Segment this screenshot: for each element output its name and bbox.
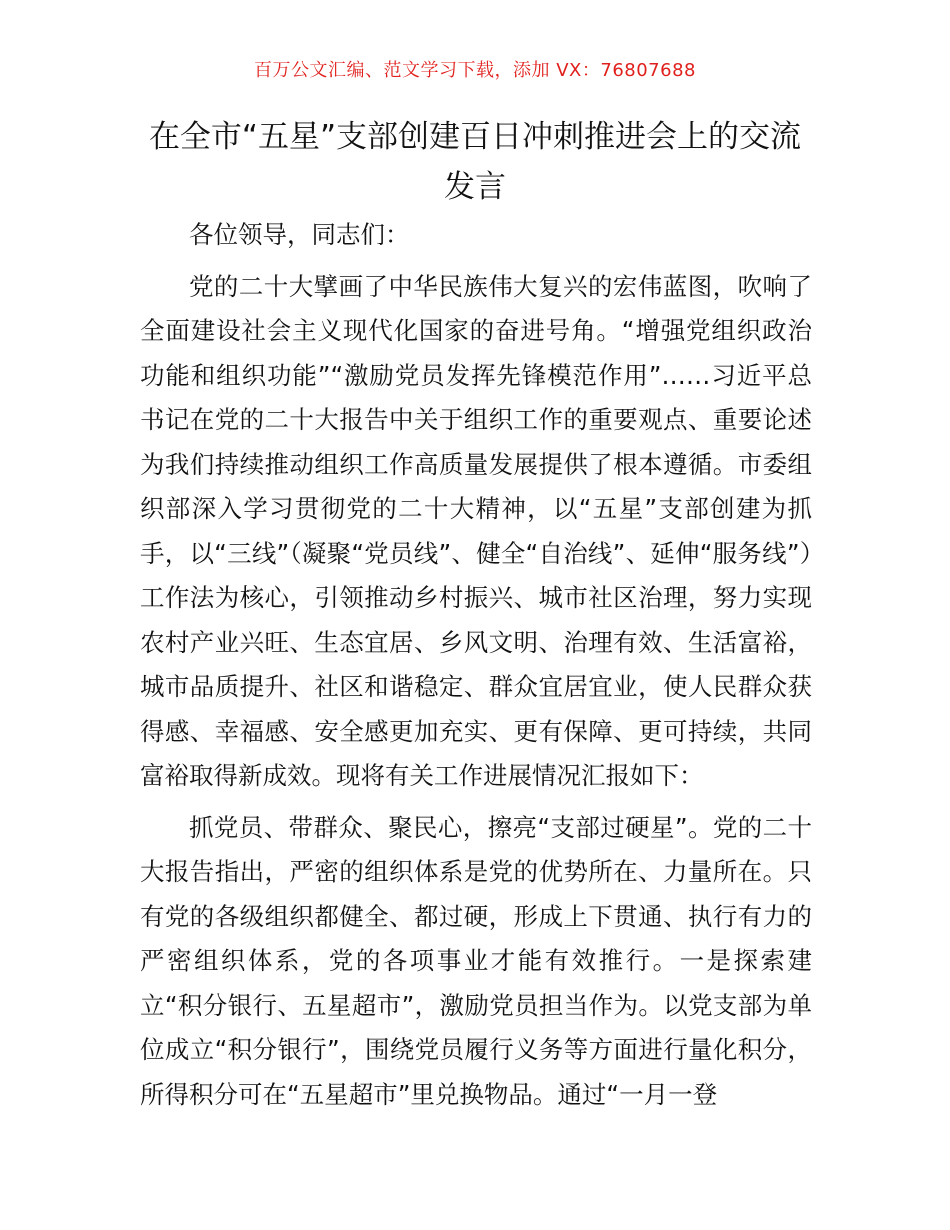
watermark-header: 百万公文汇编、范文学习下载，添加 VX：76807688 [254,60,696,81]
body-paragraph: 抓党员、带群众、聚民心，擦亮“支部过硬星”。党的二十大报告指出，严密的组织体系是党的优势所在、力量所在。只有党的各级组织都健全、都过硬，形成上下贯通、执行有力的严密组织体系，党的各项事业才能有效推行。一是探索建立“积分银行、五星超市”，激励党员担当作为。以党支部为单位成立“积分银行”，围绕党员履行义务等方面进行量化积分，所得积分可在“五星超市”里兑换物品。通过“一月一登 [140,812,812,1109]
body-paragraph: 党的二十大擘画了中华民族伟大复兴的宏伟蓝图，吹响了全面建设社会主义现代化国家的奋进号角。“增强党组织政治功能和组织功能”“激励党员发挥先锋模范作用”……习近平总书记在党的二十大报告中关于组织工作的重要观点、重要论述为我们持续推动组织工作高质量发展提供了根本遵循。市委组织部深入学习贯彻党的二十大精神，以“五星”支部创建为抓手，以“三线”（凝聚“党员线”、健全“自治线”、延伸“服务线”）工作法为核心，引领推动乡村振兴、城市社区治理，努力实现农村产业兴旺、生态宜居、乡风文明、治理有效、生活富裕，城市品质提升、社区和谐稳定、群众宜居宜业，使人民群众获得感、幸福感、安全感更加充实、更有保障、更可持续，共同富裕取得新成效。现将有关工作进展情况汇报如下： [140,271,812,790]
document-body [140,213,812,1124]
document-title: 在全市“五星”支部创建百日冲刺推进会上的交流发言 [148,119,802,205]
salutation-paragraph: 各位领导，同志们： [189,220,410,249]
